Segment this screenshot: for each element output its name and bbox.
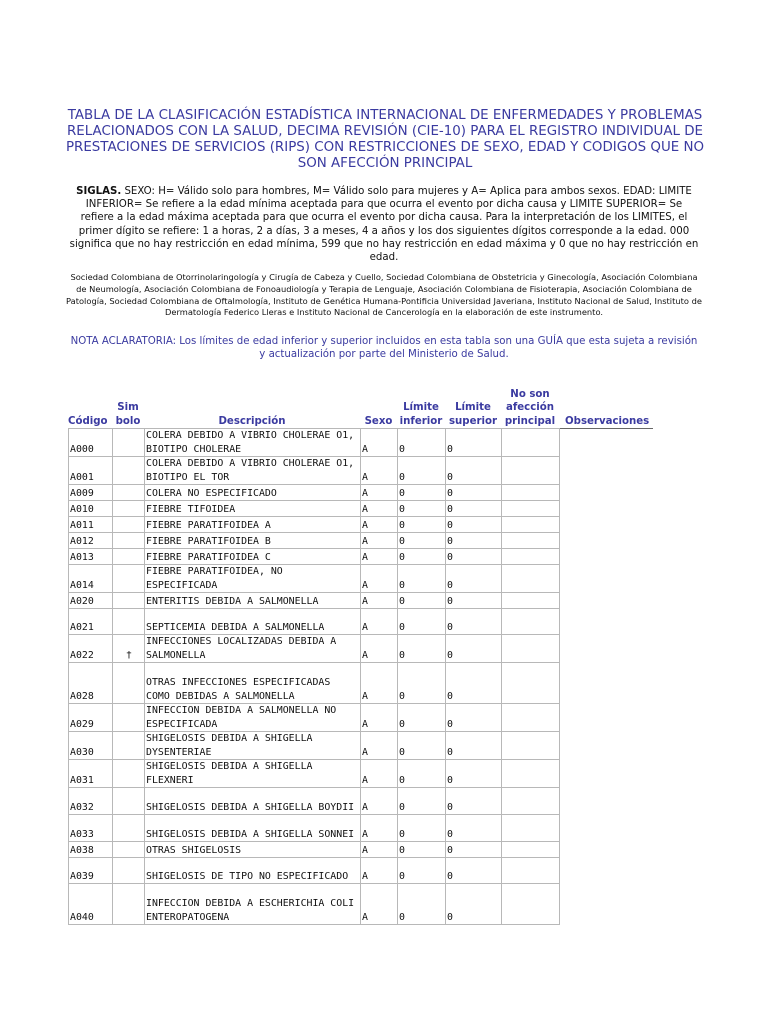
cell-simbolo xyxy=(113,549,145,565)
cell-limite-superior: 0 xyxy=(446,457,502,485)
cell-codigo: A040 xyxy=(69,884,113,925)
cell-limite-inferior: 0 xyxy=(398,663,446,704)
cell-simbolo xyxy=(113,429,145,457)
cell-descripcion: INFECCIONES LOCALIZADAS DEBIDA A SALMONELLA xyxy=(145,635,361,663)
cell-no-afeccion xyxy=(502,501,560,517)
cell-limite-inferior: 0 xyxy=(398,609,446,635)
cell-sexo: A xyxy=(361,842,398,858)
header-codigo: Código xyxy=(68,415,108,427)
cell-codigo: A014 xyxy=(69,565,113,593)
cell-limite-inferior: 0 xyxy=(398,760,446,788)
cell-descripcion: SHIGELOSIS DEBIDA A SHIGELLA DYSENTERIAE xyxy=(145,732,361,760)
cell-limite-superior: 0 xyxy=(446,593,502,609)
cell-limite-inferior: 0 xyxy=(398,501,446,517)
cell-limite-superior: 0 xyxy=(446,884,502,925)
table-row xyxy=(69,788,560,815)
cell-simbolo xyxy=(113,593,145,609)
cell-limite-inferior: 0 xyxy=(398,485,446,501)
cell-limite-superior: 0 xyxy=(446,501,502,517)
cell-sexo: A xyxy=(361,501,398,517)
societies-paragraph: Sociedad Colombiana de Otorrinolaringología y Cirugía de Cabeza y Cuello, Sociedad Colombiana de Obstetricia y Ginecología, Asociación Colombiana de Neumología, Asociación Colombiana de Fonoaudiología y Terapia de Lenguaje, Asociación Colombiana de Fisioterapia, Asociación Colombiana de Patología, Sociedad Colombiana de Oftalmología, Instituto de Genética Humana-Pontificia Universidad Javeriana, Instituto Nacional de Salud, Instituto de Dermatología Federico Lleras e Instituto Nacional de Cancerología en la elaboración de este instrumento. xyxy=(66,272,702,318)
cell-simbolo xyxy=(113,858,145,884)
cell-codigo: A001 xyxy=(69,457,113,485)
cell-descripcion: FIEBRE TIFOIDEA xyxy=(145,501,361,517)
cell-codigo: A030 xyxy=(69,732,113,760)
cell-descripcion: FIEBRE PARATIFOIDEA C xyxy=(145,549,361,565)
header-simbolo: Sim bolo xyxy=(115,402,141,427)
cell-sexo: A xyxy=(361,517,398,533)
cell-limite-superior: 0 xyxy=(446,429,502,457)
cell-simbolo xyxy=(113,485,145,501)
cell-codigo: A021 xyxy=(69,609,113,635)
cell-limite-superior: 0 xyxy=(446,517,502,533)
cell-no-afeccion xyxy=(502,704,560,732)
cell-limite-superior: 0 xyxy=(446,760,502,788)
cell-descripcion: SEPTICEMIA DEBIDA A SALMONELLA xyxy=(145,609,361,635)
cell-no-afeccion xyxy=(502,457,560,485)
cell-simbolo xyxy=(113,732,145,760)
cell-codigo: A029 xyxy=(69,704,113,732)
cell-sexo: A xyxy=(361,635,398,663)
cell-descripcion: OTRAS SHIGELOSIS xyxy=(145,842,361,858)
cell-no-afeccion xyxy=(502,485,560,501)
cell-sexo: A xyxy=(361,565,398,593)
table-row xyxy=(69,842,560,858)
cell-sexo: A xyxy=(361,704,398,732)
cell-descripcion: SHIGELOSIS DE TIPO NO ESPECIFICADO xyxy=(145,858,361,884)
cell-sexo: A xyxy=(361,593,398,609)
cell-limite-superior: 0 xyxy=(446,635,502,663)
cell-limite-superior: 0 xyxy=(446,842,502,858)
table-row xyxy=(69,760,560,788)
cell-limite-inferior: 0 xyxy=(398,533,446,549)
cell-limite-superior: 0 xyxy=(446,815,502,842)
table-row xyxy=(69,517,560,533)
cell-limite-superior: 0 xyxy=(446,609,502,635)
cell-no-afeccion xyxy=(502,609,560,635)
cell-sexo: A xyxy=(361,609,398,635)
cell-codigo: A013 xyxy=(69,549,113,565)
table-row xyxy=(69,549,560,565)
cell-limite-superior: 0 xyxy=(446,533,502,549)
cell-simbolo xyxy=(113,533,145,549)
table-row xyxy=(69,501,560,517)
cell-limite-superior: 0 xyxy=(446,858,502,884)
cell-sexo: A xyxy=(361,760,398,788)
cell-descripcion: FIEBRE PARATIFOIDEA, NO ESPECIFICADA xyxy=(145,565,361,593)
cell-sexo: A xyxy=(361,457,398,485)
cell-descripcion: COLERA DEBIDO A VIBRIO CHOLERAE O1, BIOTIPO CHOLERAE xyxy=(145,429,361,457)
cell-no-afeccion xyxy=(502,842,560,858)
table-row xyxy=(69,704,560,732)
cell-limite-superior: 0 xyxy=(446,549,502,565)
cell-descripcion: COLERA NO ESPECIFICADO xyxy=(145,485,361,501)
siglas-paragraph xyxy=(68,185,700,264)
cell-descripcion: FIEBRE PARATIFOIDEA A xyxy=(145,517,361,533)
cell-no-afeccion xyxy=(502,517,560,533)
cell-codigo: A012 xyxy=(69,533,113,549)
cell-descripcion: SHIGELOSIS DEBIDA A SHIGELLA BOYDII xyxy=(145,788,361,815)
cell-simbolo xyxy=(113,884,145,925)
table-row xyxy=(69,663,560,704)
cell-simbolo xyxy=(113,517,145,533)
cell-sexo: A xyxy=(361,485,398,501)
table-row xyxy=(69,884,560,925)
cell-sexo: A xyxy=(361,732,398,760)
table-row xyxy=(69,858,560,884)
header-descripcion: Descripción xyxy=(218,415,286,427)
cell-simbolo xyxy=(113,501,145,517)
header-limite-superior: Límite superior xyxy=(448,402,498,427)
cell-limite-inferior: 0 xyxy=(398,815,446,842)
table-row xyxy=(69,635,560,663)
cell-limite-superior: 0 xyxy=(446,732,502,760)
cell-descripcion: SHIGELOSIS DEBIDA A SHIGELLA FLEXNERI xyxy=(145,760,361,788)
cell-codigo: A031 xyxy=(69,760,113,788)
cell-sexo: A xyxy=(361,549,398,565)
cell-descripcion: INFECCION DEBIDA A SALMONELLA NO ESPECIFICADA xyxy=(145,704,361,732)
cell-limite-superior: 0 xyxy=(446,663,502,704)
cell-limite-inferior: 0 xyxy=(398,457,446,485)
cell-no-afeccion xyxy=(502,565,560,593)
cell-sexo: A xyxy=(361,663,398,704)
cell-codigo: A038 xyxy=(69,842,113,858)
cell-sexo: A xyxy=(361,429,398,457)
cell-limite-inferior: 0 xyxy=(398,635,446,663)
cell-limite-superior: 0 xyxy=(446,565,502,593)
cell-no-afeccion xyxy=(502,533,560,549)
header-sexo: Sexo xyxy=(364,415,393,427)
cell-codigo: A020 xyxy=(69,593,113,609)
cell-no-afeccion xyxy=(502,858,560,884)
cell-no-afeccion xyxy=(502,429,560,457)
siglas-label: SIGLAS. xyxy=(76,186,122,197)
cell-simbolo xyxy=(113,457,145,485)
cie10-table xyxy=(68,428,560,925)
cell-limite-inferior: 0 xyxy=(398,842,446,858)
cell-descripcion: SHIGELOSIS DEBIDA A SHIGELLA SONNEI xyxy=(145,815,361,842)
cell-no-afeccion xyxy=(502,815,560,842)
table-body xyxy=(69,429,560,925)
cell-simbolo xyxy=(113,760,145,788)
header-observaciones: Observaciones xyxy=(565,415,650,427)
cell-codigo: A000 xyxy=(69,429,113,457)
cell-codigo: A032 xyxy=(69,788,113,815)
table-row xyxy=(69,485,560,501)
table-row xyxy=(69,457,560,485)
cell-sexo: A xyxy=(361,788,398,815)
cell-limite-inferior: 0 xyxy=(398,593,446,609)
cell-sexo: A xyxy=(361,858,398,884)
cell-limite-inferior: 0 xyxy=(398,732,446,760)
siglas-text: SEXO: H= Válido solo para hombres, M= Válido solo para mujeres y A= Aplica para ambos sexos. EDAD: LIMITE INFERIOR= Se refiere a la edad mínima aceptada para que ocurra el evento por dicha causa y LIMITE SUPERIOR= Se refiere a la edad máxima aceptada para que ocurra el evento por dicha causa. Para la interpretación de los LIMITES, el primer dígito se refiere: 1 a horas, 2 a días, 3 a meses, 4 a años y los dos siguientes dígitos corresponde a la edad. 000 significa que no hay restricción en edad mínima, 599 que no hay restricción en edad máxima y 0 que no hay restricción en edad. xyxy=(69,186,699,264)
cell-simbolo xyxy=(113,788,145,815)
cell-codigo: A033 xyxy=(69,815,113,842)
cell-limite-inferior: 0 xyxy=(398,788,446,815)
cell-simbolo xyxy=(113,842,145,858)
cell-sexo: A xyxy=(361,884,398,925)
cell-limite-superior: 0 xyxy=(446,788,502,815)
cell-no-afeccion xyxy=(502,732,560,760)
cell-no-afeccion xyxy=(502,593,560,609)
cell-codigo: A022 xyxy=(69,635,113,663)
cell-descripcion: ENTERITIS DEBIDA A SALMONELLA xyxy=(145,593,361,609)
table-row xyxy=(69,593,560,609)
cell-limite-inferior: 0 xyxy=(398,517,446,533)
cell-descripcion: COLERA DEBIDO A VIBRIO CHOLERAE O1, BIOTIPO EL TOR xyxy=(145,457,361,485)
header-no-afeccion: No son afección principal xyxy=(504,388,556,427)
cell-codigo: A010 xyxy=(69,501,113,517)
nota-aclaratoria: NOTA ACLARATORIA: Los límites de edad inferior y superior incluidos en esta tabla son una GUÍA que esta sujeta a revisión y actualización por parte del Ministerio de Salud. xyxy=(70,336,698,361)
cell-limite-inferior: 0 xyxy=(398,429,446,457)
cell-no-afeccion xyxy=(502,884,560,925)
table-row xyxy=(69,609,560,635)
table-row xyxy=(69,815,560,842)
cell-simbolo xyxy=(113,565,145,593)
cell-limite-inferior: 0 xyxy=(398,565,446,593)
cell-simbolo xyxy=(113,815,145,842)
cell-limite-inferior: 0 xyxy=(398,549,446,565)
cell-no-afeccion xyxy=(502,788,560,815)
cell-limite-superior: 0 xyxy=(446,485,502,501)
cell-limite-inferior: 0 xyxy=(398,704,446,732)
cell-limite-inferior: 0 xyxy=(398,884,446,925)
cell-simbolo: † xyxy=(113,635,145,663)
cell-simbolo xyxy=(113,609,145,635)
cell-simbolo xyxy=(113,704,145,732)
table-row xyxy=(69,533,560,549)
cell-descripcion: FIEBRE PARATIFOIDEA B xyxy=(145,533,361,549)
cell-codigo: A009 xyxy=(69,485,113,501)
cell-sexo: A xyxy=(361,815,398,842)
cell-simbolo xyxy=(113,663,145,704)
cell-no-afeccion xyxy=(502,760,560,788)
cell-limite-superior: 0 xyxy=(446,704,502,732)
cell-no-afeccion xyxy=(502,663,560,704)
cell-no-afeccion xyxy=(502,549,560,565)
cell-codigo: A028 xyxy=(69,663,113,704)
cell-descripcion: OTRAS INFECCIONES ESPECIFICADAS COMO DEBIDAS A SALMONELLA xyxy=(145,663,361,704)
header-limite-inferior: Límite inferior xyxy=(399,402,443,427)
cell-codigo: A039 xyxy=(69,858,113,884)
cell-no-afeccion xyxy=(502,635,560,663)
cell-limite-inferior: 0 xyxy=(398,858,446,884)
cell-descripcion: INFECCION DEBIDA A ESCHERICHIA COLI ENTEROPATOGENA xyxy=(145,884,361,925)
table-row xyxy=(69,732,560,760)
cell-sexo: A xyxy=(361,533,398,549)
cell-codigo: A011 xyxy=(69,517,113,533)
table-row xyxy=(69,429,560,457)
document-title: TABLA DE LA CLASIFICACIÓN ESTADÍSTICA INTERNACIONAL DE ENFERMEDADES Y PROBLEMAS RELACIONADOS CON LA SALUD, DECIMA REVISIÓN (CIE-10) PARA EL REGISTRO INDIVIDUAL DE PRESTACIONES DE SERVICIOS (RIPS) CON RESTRICCIONES DE SEXO, EDAD Y CODIGOS QUE NO SON AFECCIÓN PRINCIPAL xyxy=(65,108,705,171)
table-row xyxy=(69,565,560,593)
